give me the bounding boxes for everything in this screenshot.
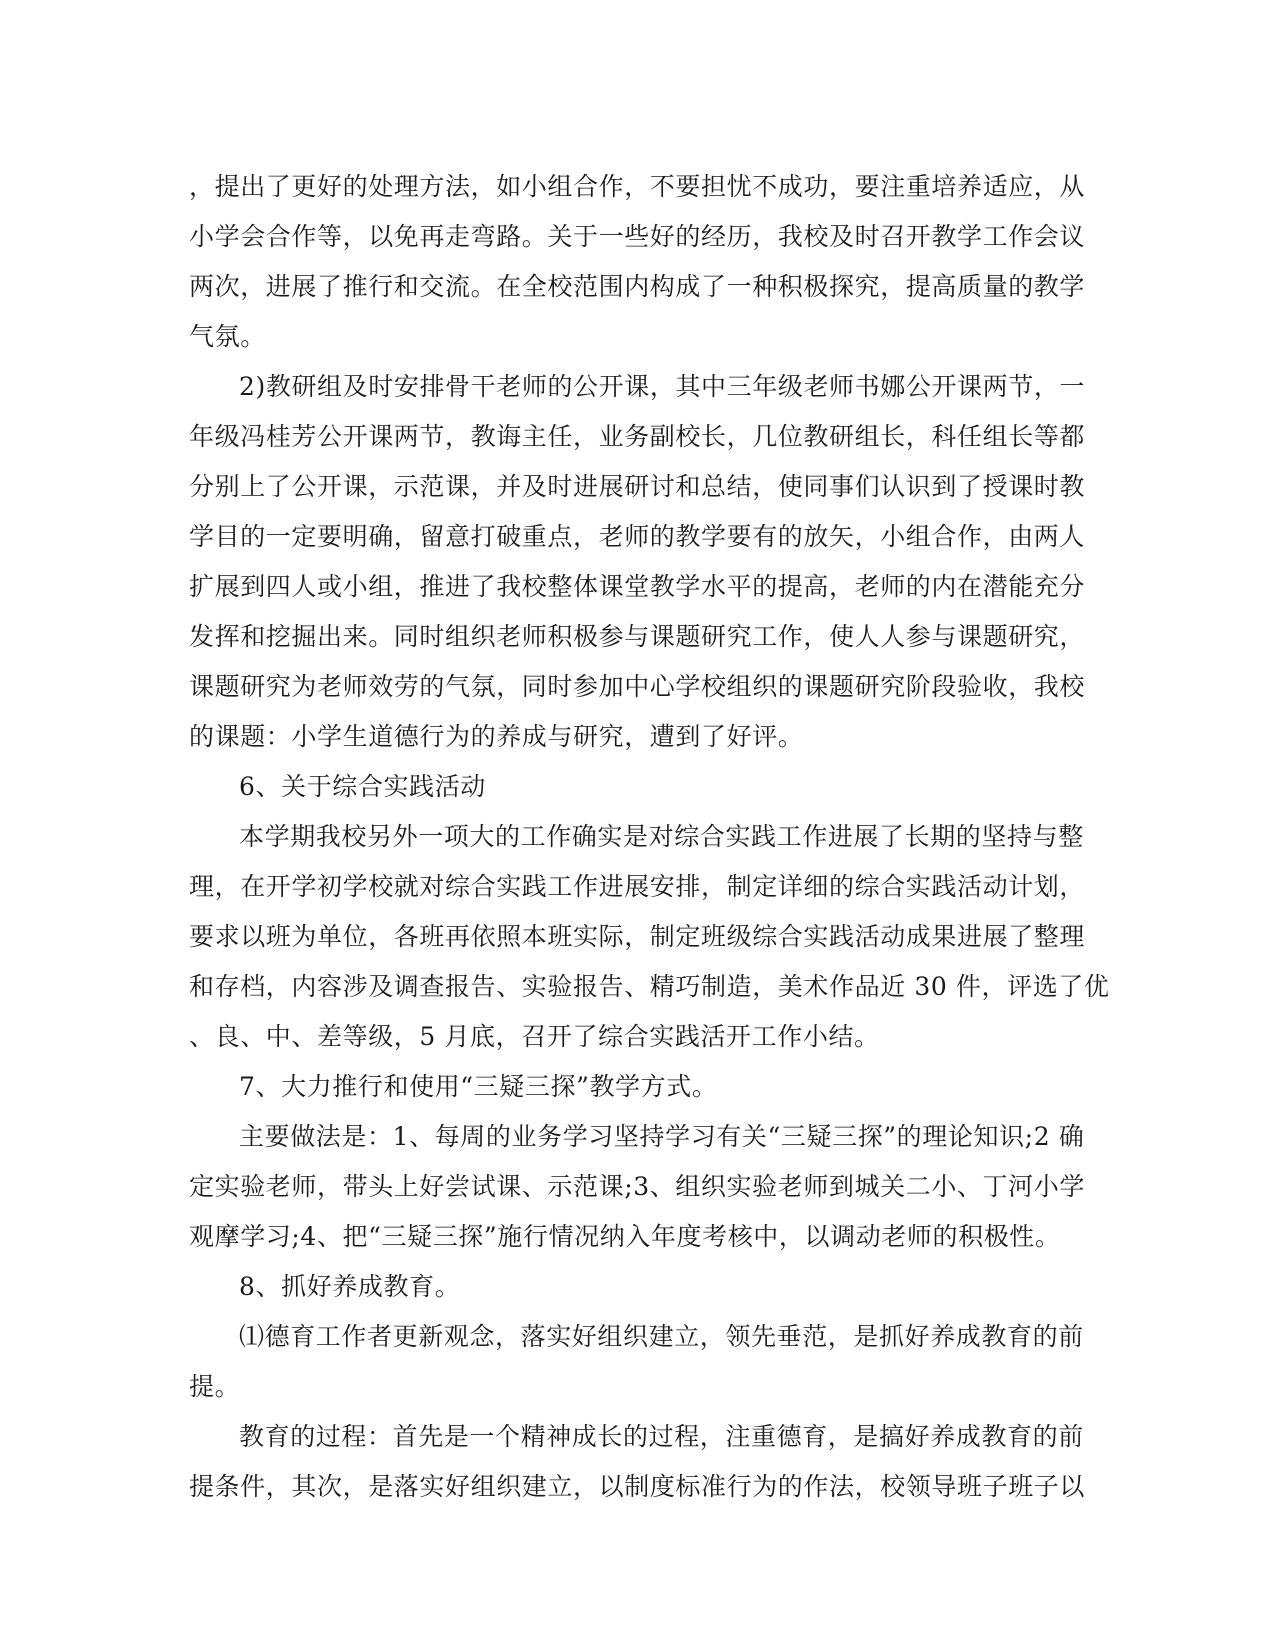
text-line: 和存档，内容涉及调查报告、实验报告、精巧制造，美术作品近 30 件，评选了优 (189, 972, 1110, 1001)
text-line: 发挥和挖掘出来。同时组织老师积极参与课题研究工作，使人人参与课题研究， (189, 622, 1086, 651)
text-line: 小学会合作等，以免再走弯路。关于一些好的经历，我校及时召开教学工作会议 (189, 222, 1086, 251)
text-line: 提条件，其次，是落实好组织建立，以制度标准行为的作法，校领导班子班子以 (189, 1472, 1086, 1501)
text-line: 分别上了公开课，示范课，并及时进展研讨和总结，使同事们认识到了授课时教 (189, 472, 1086, 501)
text-line: 两次，进展了推行和交流。在全校范围内构成了一种积极探究，提高质量的教学 (189, 272, 1086, 301)
text-line: 年级冯桂芳公开课两节，教诲主任，业务副校长，几位教研组长，科任组长等都 (189, 422, 1086, 451)
text-line: 主要做法是：1、每周的业务学习坚持学习有关“三疑三探”的理论知识;2 确 (239, 1122, 1085, 1151)
section-heading: 6、关于综合实践活动 (239, 772, 486, 801)
text-line: 的课题：小学生道德行为的养成与研究，遭到了好评。 (189, 722, 804, 751)
section-heading: 7、大力推行和使用“三疑三探”教学方式。 (239, 1072, 718, 1101)
section-heading: 8、抓好养成教育。 (239, 1272, 461, 1301)
text-line: 要求以班为单位，各班再依照本班实际，制定班级综合实践活动成果进展了整理 (189, 922, 1086, 951)
text-line: 观摩学习;4、把“三疑三探”施行情况纳入年度考核中，以调动老师的积极性。 (189, 1222, 1061, 1251)
text-line: 、良、中、差等级，5 月底，召开了综合实践活开工作小结。 (189, 1022, 880, 1051)
text-line: 提。 (189, 1372, 241, 1401)
text-line: 定实验老师，带头上好尝试课、示范课;3、组织实验老师到城关二小、丁河小学 (189, 1172, 1085, 1201)
text-line: 学目的一定要明确，留意打破重点，老师的教学要有的放矢，小组合作，由两人 (189, 522, 1086, 551)
text-line: 扩展到四人或小组，推进了我校整体课堂教学水平的提高，老师的内在潜能充分 (189, 572, 1086, 601)
document-body (189, 162, 1110, 1512)
text-line: 气氛。 (189, 322, 266, 351)
text-line: 教育的过程：首先是一个精神成长的过程，注重德育，是搞好养成教育的前 (239, 1422, 1084, 1451)
text-line: 课题研究为老师效劳的气氛，同时参加中心学校组织的课题研究阶段验收，我校 (189, 672, 1086, 701)
text-line: 本学期我校另外一项大的工作确实是对综合实践工作进展了长期的坚持与整 (239, 822, 1084, 851)
text-line: ，提出了更好的处理方法，如小组合作，不要担忧不成功，要注重培养适应，从 (189, 172, 1086, 201)
text-line: ⑴德育工作者更新观念，落实好组织建立，领先垂范，是抓好养成教育的前 (239, 1322, 1084, 1351)
text-line: 2)教研组及时安排骨干老师的公开课，其中三年级老师书娜公开课两节，一 (239, 372, 1086, 401)
text-line: 理，在开学初学校就对综合实践工作进展安排，制定详细的综合实践活动计划， (189, 872, 1086, 901)
